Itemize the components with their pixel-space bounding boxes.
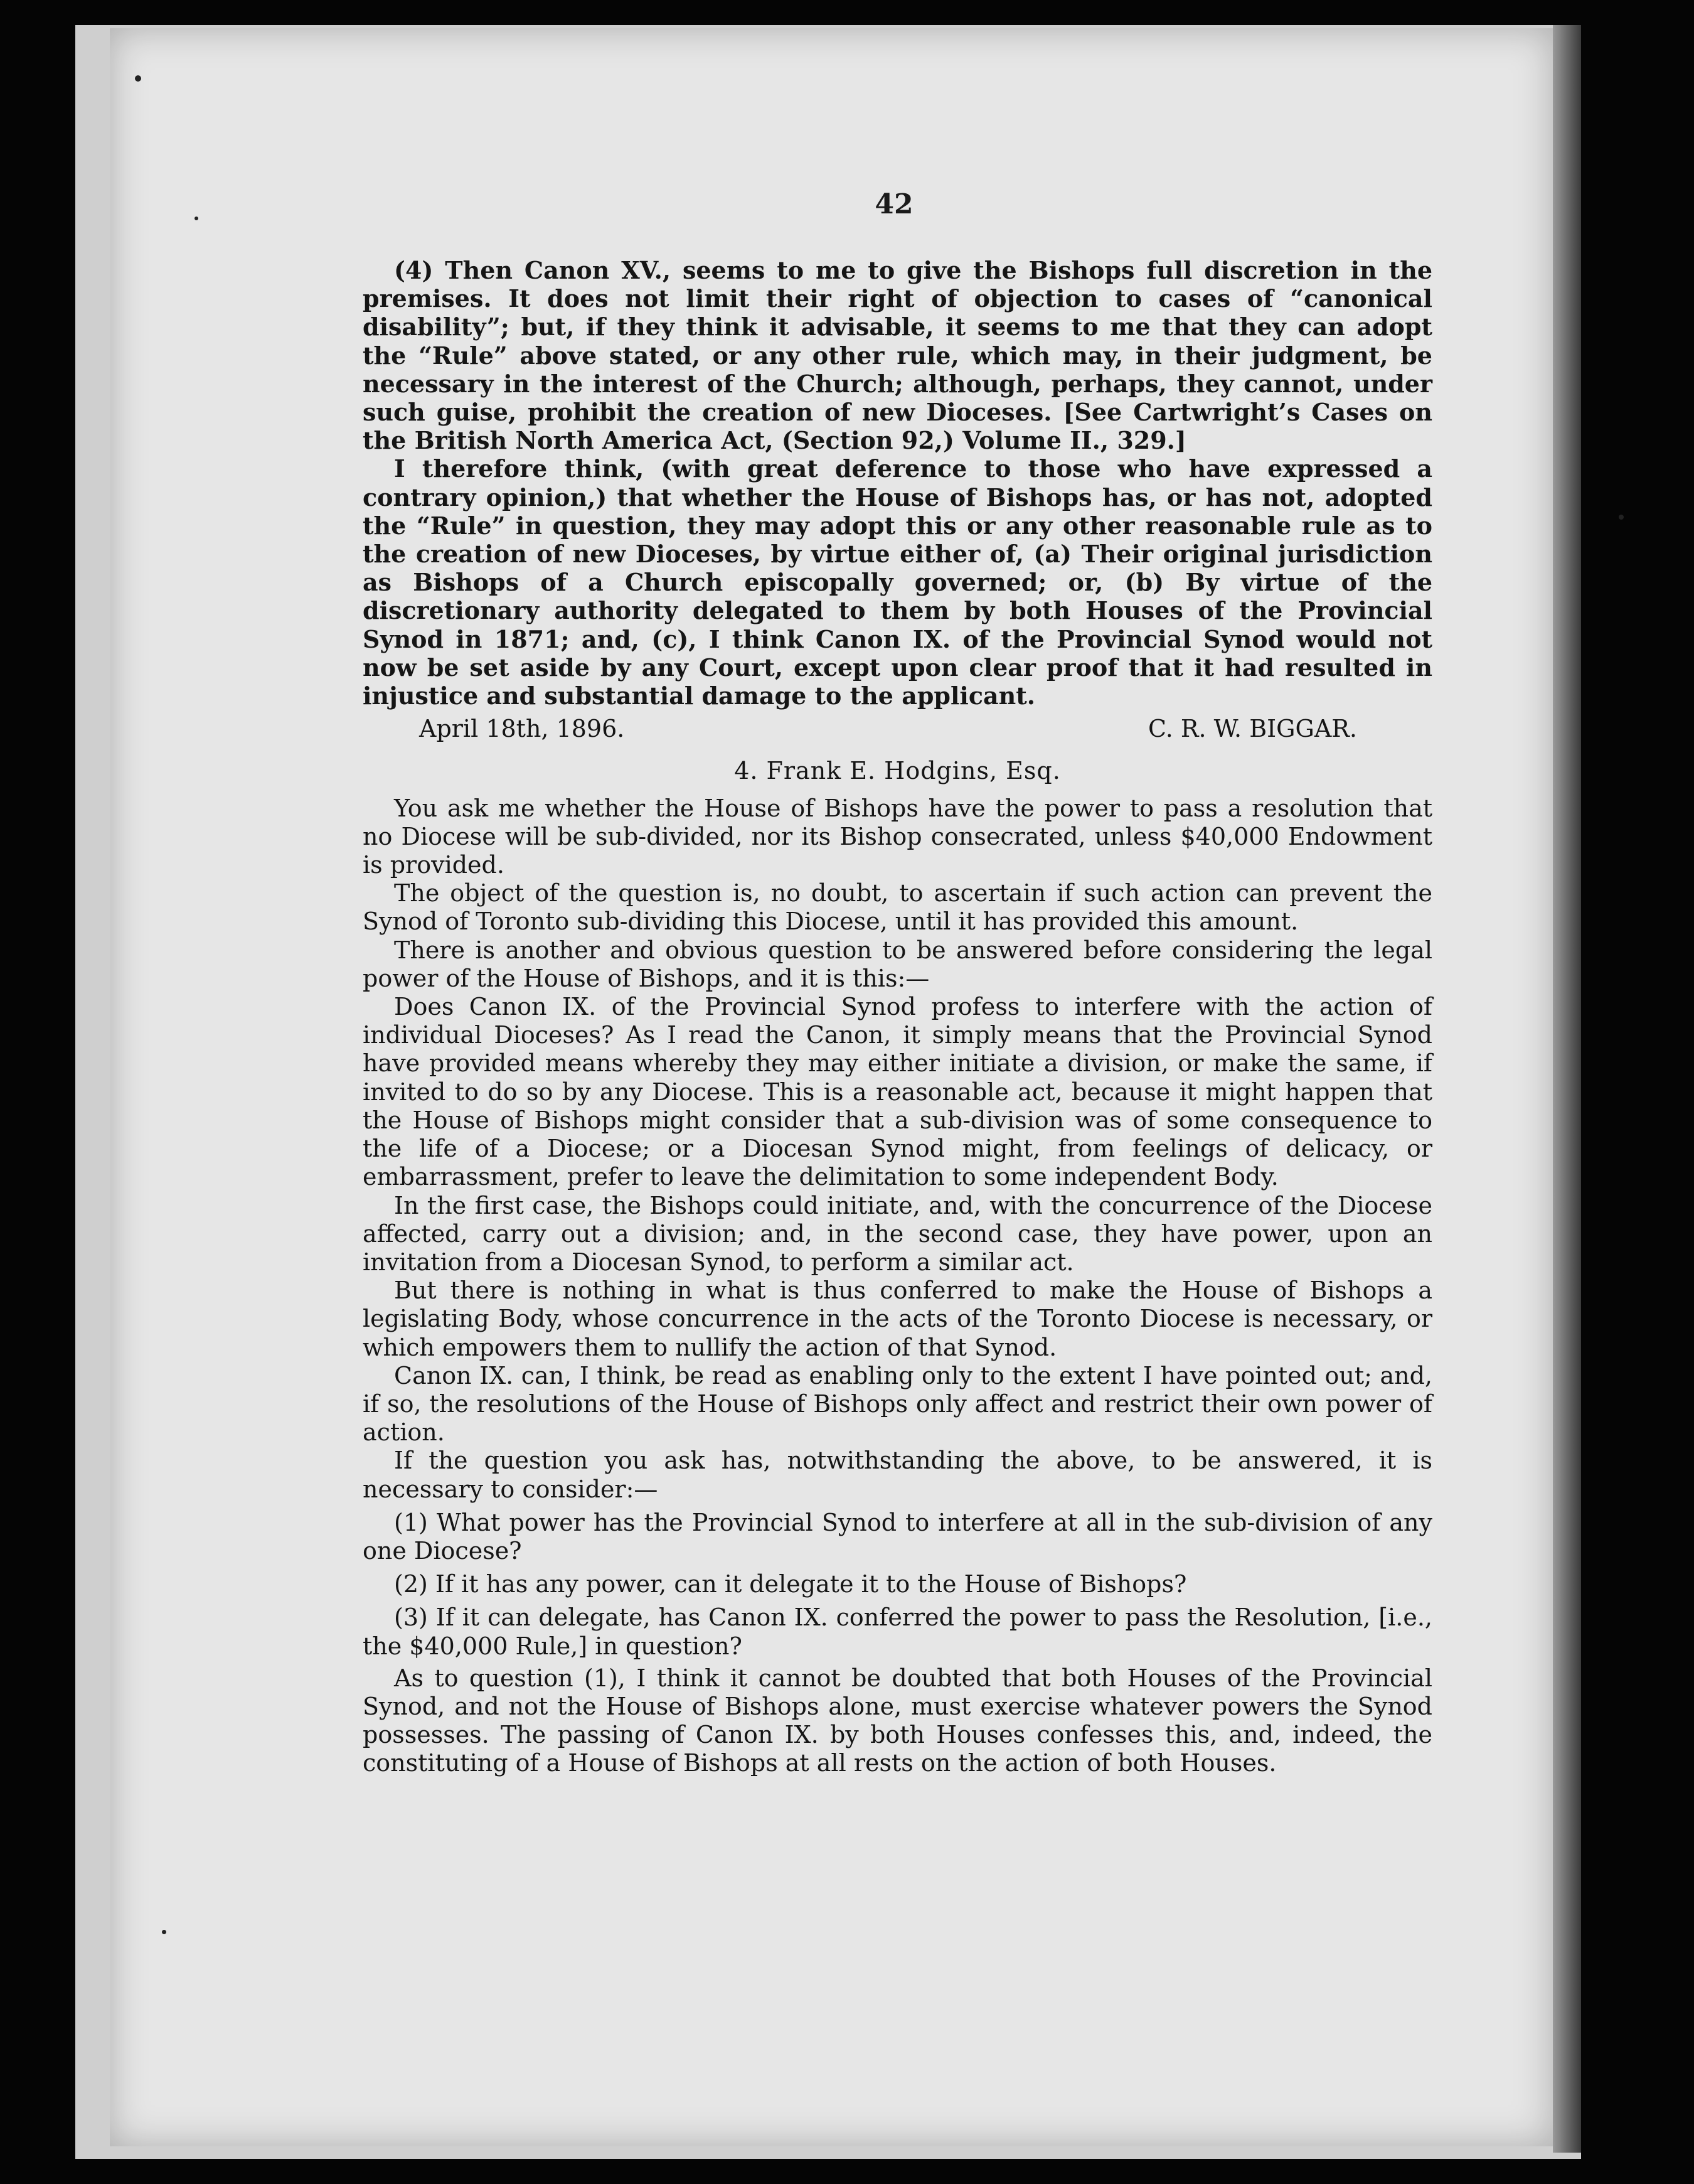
question-item: (2) If it has any power, can it delegate it to the House of Bishops?: [394, 1570, 1187, 1598]
scan-speck: [135, 75, 141, 82]
paragraph: I therefore think, (with great deference to those who have expressed a contrary opinion,) that whether the House of Bishops has, or has not, adopted the “Rule” in question, they may adopt this or any other reasonable rule as to the creation of new Dioceses, by virtue either of, (a) Their original jurisdiction as Bishops of a Church episcopally governed; or, (b) By virtue of the discretionary authority delegated to them by both Houses of the Provincial Synod in 1871; and, (c), I think Canon IX. of the Provincial Synod would not now be set aside by any Court, except upon clear proof that it had resulted in injustice and substantial damage to the applicant.: [363, 454, 1432, 710]
paragraph: In the first case, the Bishops could initiate, and, with the concurrence of the Diocese affected, carry out a division; and, in the second case, they have power, upon an invitation from a Diocesan Synod, to perform a similar act.: [363, 1191, 1432, 1276]
signature: C. R. W. BIGGAR.: [1148, 715, 1357, 743]
paragraph: But there is nothing in what is thus conferred to make the House of Bishops a legislating Body, whose concurrence in the acts of the Toronto Diocese is necessary, or which empowers them to nullify the action of that Synod.: [363, 1277, 1432, 1361]
paragraph: Does Canon IX. of the Provincial Synod profess to interfere with the action of individual Dioceses? As I read the Canon, it simply means that the Provincial Synod have provided means whereby they may either initiate a division, or make the same, if invited to do so by any Diocese. This is a reasonable act, because it might happen that the House of Bishops might consider that a sub-division was of some consequence to the life of a Diocese; or a Diocesan Synod might, from feelings of delicacy, or embarrassment, prefer to leave the delimitation to some independent Body.: [363, 993, 1432, 1191]
paragraph: The object of the question is, no doubt, to ascertain if such action can prevent the Synod of Toronto sub-dividing this Diocese, until it has provided this amount.: [363, 879, 1432, 936]
question-item: (3) If it can delegate, has Canon IX. conferred the power to pass the Resolution, [i.e., the $40,000 Rule,] in question?: [363, 1603, 1432, 1660]
page-number: 42: [875, 188, 914, 220]
paragraph: There is another and obvious question to be answered before considering the legal power of the House of Bishops, and it is this:—: [363, 936, 1432, 992]
scan-speck: [1619, 515, 1624, 520]
paragraph: If the question you ask has, notwithstanding the above, to be answered, it is necessary to consider:—: [363, 1447, 1432, 1503]
paragraph: As to question (1), I think it cannot be doubted that both Houses of the Provincial Synod, and not the House of Bishops alone, must exercise whatever powers the Synod possesses. The passing of Canon IX. by both Houses confesses this, and, indeed, the constituting of a House of Bishops at all rests on the action of both Houses.: [363, 1664, 1432, 1777]
page-edge-shadow: [1553, 25, 1581, 2153]
section-heading: 4. Frank E. Hodgins, Esq.: [734, 757, 1061, 785]
question-item: (1) What power has the Provincial Synod to interfere at all in the sub-division of any one Diocese?: [363, 1508, 1432, 1565]
document-body: [363, 256, 1432, 1778]
signature-row: [363, 715, 1432, 743]
scan-speck: [162, 1930, 166, 1934]
paragraph: (4) Then Canon XV., seems to me to give the Bishops full discretion in the premises. It does not limit their right of objection to cases of “canonical disability”; but, if they think it advisable, it seems to me that they can adopt the “Rule” above stated, or any other rule, which may, in their judgment, be necessary in the interest of the Church; although, perhaps, they cannot, under such guise, prohibit the creation of new Dioceses. [See Cartwright’s Cases on the British North America Act, (Section 92,) Volume II., 329.]: [363, 256, 1432, 455]
letter-date: April 18th, 1896.: [419, 715, 625, 743]
paragraph: You ask me whether the House of Bishops have the power to pass a resolution that no Diocese will be sub-divided, nor its Bishop consecrated, unless $40,000 Endowment is provided.: [363, 794, 1432, 879]
paragraph: Canon IX. can, I think, be read as enabling only to the extent I have pointed out; and, if so, the resolutions of the House of Bishops only affect and restrict their own power of action.: [363, 1361, 1432, 1447]
